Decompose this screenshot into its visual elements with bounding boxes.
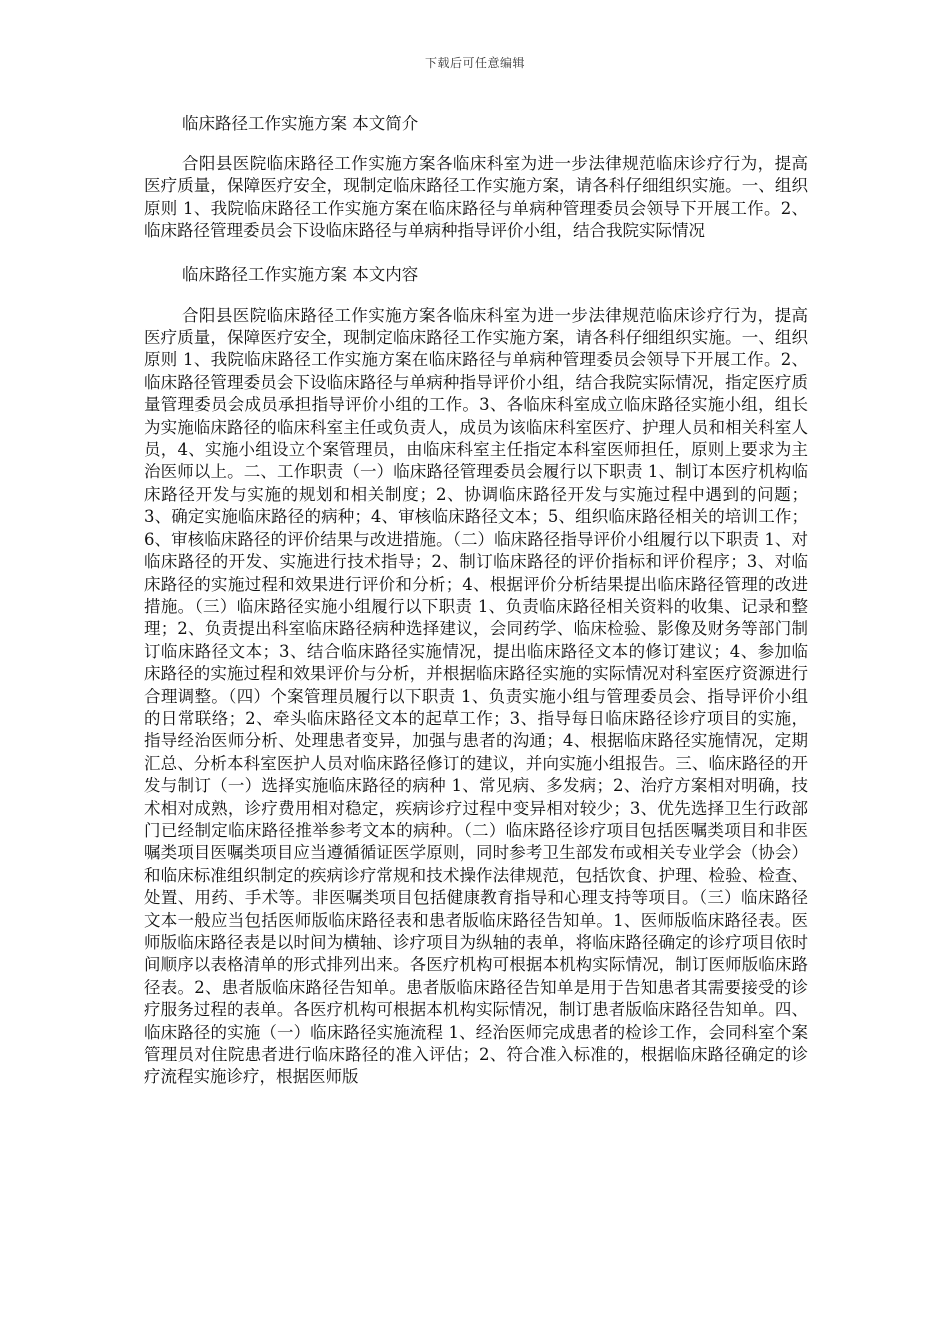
intro-title: 临床路径工作实施方案 本文简介	[182, 114, 419, 133]
content-paragraph: 合阳县医院临床路径工作实施方案各临床科室为进一步法律规范临床诊疗行为，提高医疗质量，保障医疗安全，现制定临床路径工作实施方案，请各科仔细组织实施。一、组织原则 1、我院临床路径工作实施方案在临床路径与单病种管理委员会领导下开展工作。2、临床路径管理委员会下设临床路径与单病种指导评价小组，结合我院实际情况，指定医疗质量管理委员会成员承担指导评价小组的工作。3、各临床科室成立临床路径实施小组，组长为实施临床路径的临床科室主任或负责人，成员为该临床科室医疗、护理人员和相关科室人员，4、实施小组设立个案管理员，由临床科室主任指定本科室医师担任，原则上要求为主治医师以上。二、工作职责（一）临床路径管理委员会履行以下职责 1、制订本医疗机构临床路径开发与实施的规划和相关制度；2、协调临床路径开发与实施过程中遇到的问题；3、确定实施临床路径的病种；4、审核临床路径文本；5、组织临床路径相关的培训工作；6、审核临床路径的评价结果与改进措施。（二）临床路径指导评价小组履行以下职责 1、对临床路径的开发、实施进行技术指导；2、制订临床路径的评价指标和评价程序；3、对临床路径的实施过程和效果进行评价和分析；4、根据评价分析结果提出临床路径管理的改进措施。（三）临床路径实施小组履行以下职责 1、负责临床路径相关资料的收集、记录和整理；2、负责提出科室临床路径病种选择建议，会同药学、临床检验、影像及财务等部门制订临床路径文本；3、结合临床路径实施情况，提出临床路径文本的修订建议；4、参加临床路径的实施过程和效果评价与分析，并根据临床路径实施的实际情况对科室医疗资源进行合理调整。（四）个案管理员履行以下职责 1、负责实施小组与管理委员会、指导评价小组的日常联络；2、牵头临床路径文本的起草工作；3、指导每日临床路径诊疗项目的实施，指导经治医师分析、处理患者变异，加强与患者的沟通；4、根据临床路径实施情况，定期汇总、分析本科室医护人员对临床路径修订的建议，并向实施小组报告。三、临床路径的开发与制订（一）选择实施临床路径的病种 1、常见病、多发病；2、治疗方案相对明确，技术相对成熟，诊疗费用相对稳定，疾病诊疗过程中变异相对较少；3、优先选择卫生行政部门已经制定临床路径推举参考文本的病种。（二）临床路径诊疗项目包括医嘱类项目和非医嘱类项目医嘱类项目应当遵循循证医学原则，同时参考卫生部发布或相关专业学会（协会）和临床标准组织制定的疾病诊疗常规和技术操作法律规范，包括饮食、护理、检验、检查、处置、用药、手术等。非医嘱类项目包括健康教育指导和心理支持等项目。（三）临床路径文本一般应当包括医师版临床路径表和患者版临床路径告知单。1、医师版临床路径表。医师版临床路径表是以时间为横轴、诊疗项目为纵轴的表单，将临床路径确定的诊疗项目依时间顺序以表格清单的形式排列出来。各医疗机构可根据本机构实际情况，制订医师版临床路径表。2、患者版临床路径告知单。患者版临床路径告知单是用于告知患者其需要接受的诊疗服务过程的表单。各医疗机构可根据本机构实际情况，制订患者版临床路径告知单。四、临床路径的实施（一）临床路径实施流程 1、经治医师完成患者的检诊工作，会同科室个案管理员对住院患者进行临床路径的准入评估；2、符合准入标准的，根据临床路径确定的诊疗流程实施诊疗，根据医师版	[144, 305, 808, 1087]
document-body	[144, 112, 808, 1089]
header-note: 下载后可任意编辑	[424, 56, 525, 70]
intro-paragraph: 合阳县医院临床路径工作实施方案各临床科室为进一步法律规范临床诊疗行为，提高医疗质量，保障医疗安全，现制定临床路径工作实施方案，请各科仔细组织实施。一、组织原则 1、我院临床路径工作实施方案在临床路径与单病种管理委员会领导下开展工作。2、临床路径管理委员会下设临床路径与单病种指导评价小组，结合我院实际情况	[144, 154, 808, 241]
content-title: 临床路径工作实施方案 本文内容	[182, 264, 419, 284]
